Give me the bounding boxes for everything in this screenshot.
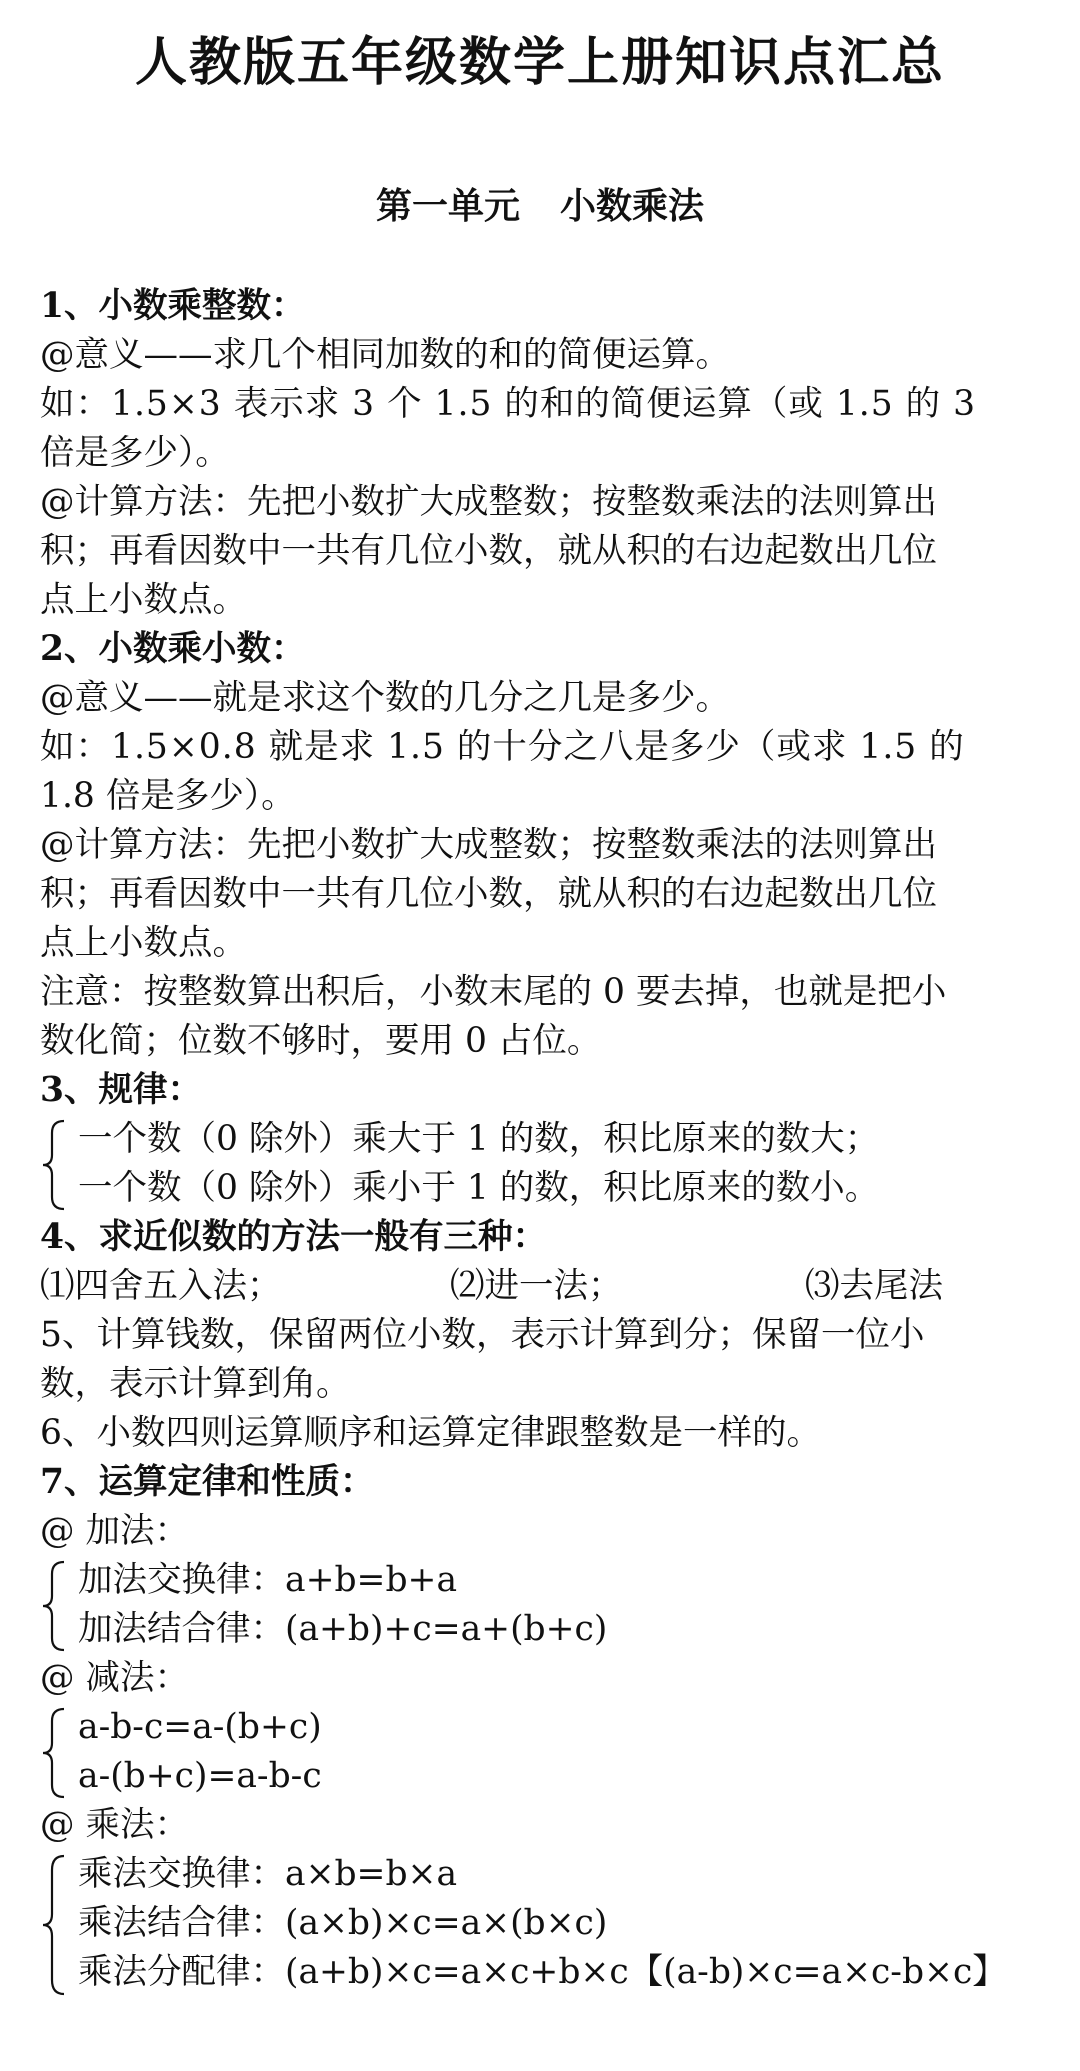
section-1-method-line-2: 积；再看因数中一共有几位小数，就从积的右边起数出几位 xyxy=(40,531,937,571)
unit-heading xyxy=(0,178,1080,229)
addition-brace-block xyxy=(40,1556,1050,1654)
section-2-method-line-3: 点上小数点。 xyxy=(40,923,247,963)
rule-greater: 一个数（0 除外）乘大于 1 的数，积比原来的数大； xyxy=(78,1119,880,1159)
method-truncate: ⑶去尾法 xyxy=(805,1266,943,1306)
subtraction-property-1: a-b-c=a-(b+c) xyxy=(78,1707,322,1747)
subtraction-label: @ 减法： xyxy=(40,1658,189,1698)
section-5-line-1: 5、计算钱数，保留两位小数，表示计算到分；保留一位小 xyxy=(40,1315,925,1355)
curly-brace-icon xyxy=(40,1560,70,1652)
section-1-example-line-1: 如：1.5×3 表示求 3 个 1.5 的和的简便运算（或 1.5 的 3 xyxy=(40,384,977,424)
section-3-heading: 3、规律： xyxy=(40,1070,203,1110)
addition-label: @ 加法： xyxy=(40,1511,189,1551)
unit-label: 第一单元 xyxy=(375,185,520,227)
section-2-example-line-1: 如：1.5×0.8 就是求 1.5 的十分之八是多少（或求 1.5 的 xyxy=(40,727,965,767)
section-2-example-line-2: 1.8 倍是多少）。 xyxy=(40,776,296,816)
document-title: 人教版五年级数学上册知识点汇总 xyxy=(134,32,945,93)
rules-brace-block xyxy=(40,1115,1050,1213)
multiplication-brace-block xyxy=(40,1850,1050,1997)
unit-name: 小数乘法 xyxy=(560,185,705,227)
section-1-method-line-3: 点上小数点。 xyxy=(40,580,247,620)
subtraction-property-2: a-(b+c)=a-b-c xyxy=(78,1756,322,1796)
rule-less: 一个数（0 除外）乘小于 1 的数，积比原来的数小。 xyxy=(78,1168,880,1208)
approximation-methods xyxy=(40,1262,1050,1311)
section-2-method-line-2: 积；再看因数中一共有几位小数，就从积的右边起数出几位 xyxy=(40,874,937,914)
addition-commutative-law: 加法交换律：a+b=b+a xyxy=(78,1560,458,1600)
section-1-example-line-2: 倍是多少）。 xyxy=(40,433,230,473)
multiplication-associative-law: 乘法结合律：(a×b)×c=a×(b×c) xyxy=(78,1903,608,1943)
multiplication-distributive-law: 乘法分配律：(a+b)×c=a×c+b×c【(a-b)×c=a×c-b×c】 xyxy=(78,1952,1007,1992)
section-6-line-1: 6、小数四则运算顺序和运算定律跟整数是一样的。 xyxy=(40,1413,821,1453)
curly-brace-icon xyxy=(40,1119,70,1211)
section-1-method-line-1: @计算方法：先把小数扩大成整数；按整数乘法的法则算出 xyxy=(40,482,937,522)
addition-associative-law: 加法结合律：(a+b)+c=a+(b+c) xyxy=(78,1609,608,1649)
subtraction-brace-block xyxy=(40,1703,1050,1801)
multiplication-commutative-law: 乘法交换律：a×b=b×a xyxy=(78,1854,458,1894)
curly-brace-icon xyxy=(40,1854,70,1996)
section-2-method-line-1: @计算方法：先把小数扩大成整数；按整数乘法的法则算出 xyxy=(40,825,937,865)
section-1-meaning: @意义——求几个相同加数的和的简便运算。 xyxy=(40,335,730,375)
section-2-heading: 2、小数乘小数： xyxy=(40,629,306,669)
section-2-note-line-2: 数化简；位数不够时，要用 0 占位。 xyxy=(40,1021,602,1061)
method-round-up: ⑵进一法； xyxy=(450,1266,623,1306)
multiplication-label: @ 乘法： xyxy=(40,1805,189,1845)
method-rounding: ⑴四舍五入法； xyxy=(40,1266,282,1306)
section-2-note-line-1: 注意：按整数算出积后，小数末尾的 0 要去掉，也就是把小 xyxy=(40,972,947,1012)
section-1-heading: 1、小数乘整数： xyxy=(40,286,306,326)
section-2-meaning: @意义——就是求这个数的几分之几是多少。 xyxy=(40,678,730,718)
curly-brace-icon xyxy=(40,1707,70,1799)
section-4-heading: 4、求近似数的方法一般有三种： xyxy=(40,1217,548,1257)
content-body xyxy=(40,282,1050,1997)
section-7-heading: 7、运算定律和性质： xyxy=(40,1462,375,1502)
section-5-line-2: 数，表示计算到角。 xyxy=(40,1364,351,1404)
